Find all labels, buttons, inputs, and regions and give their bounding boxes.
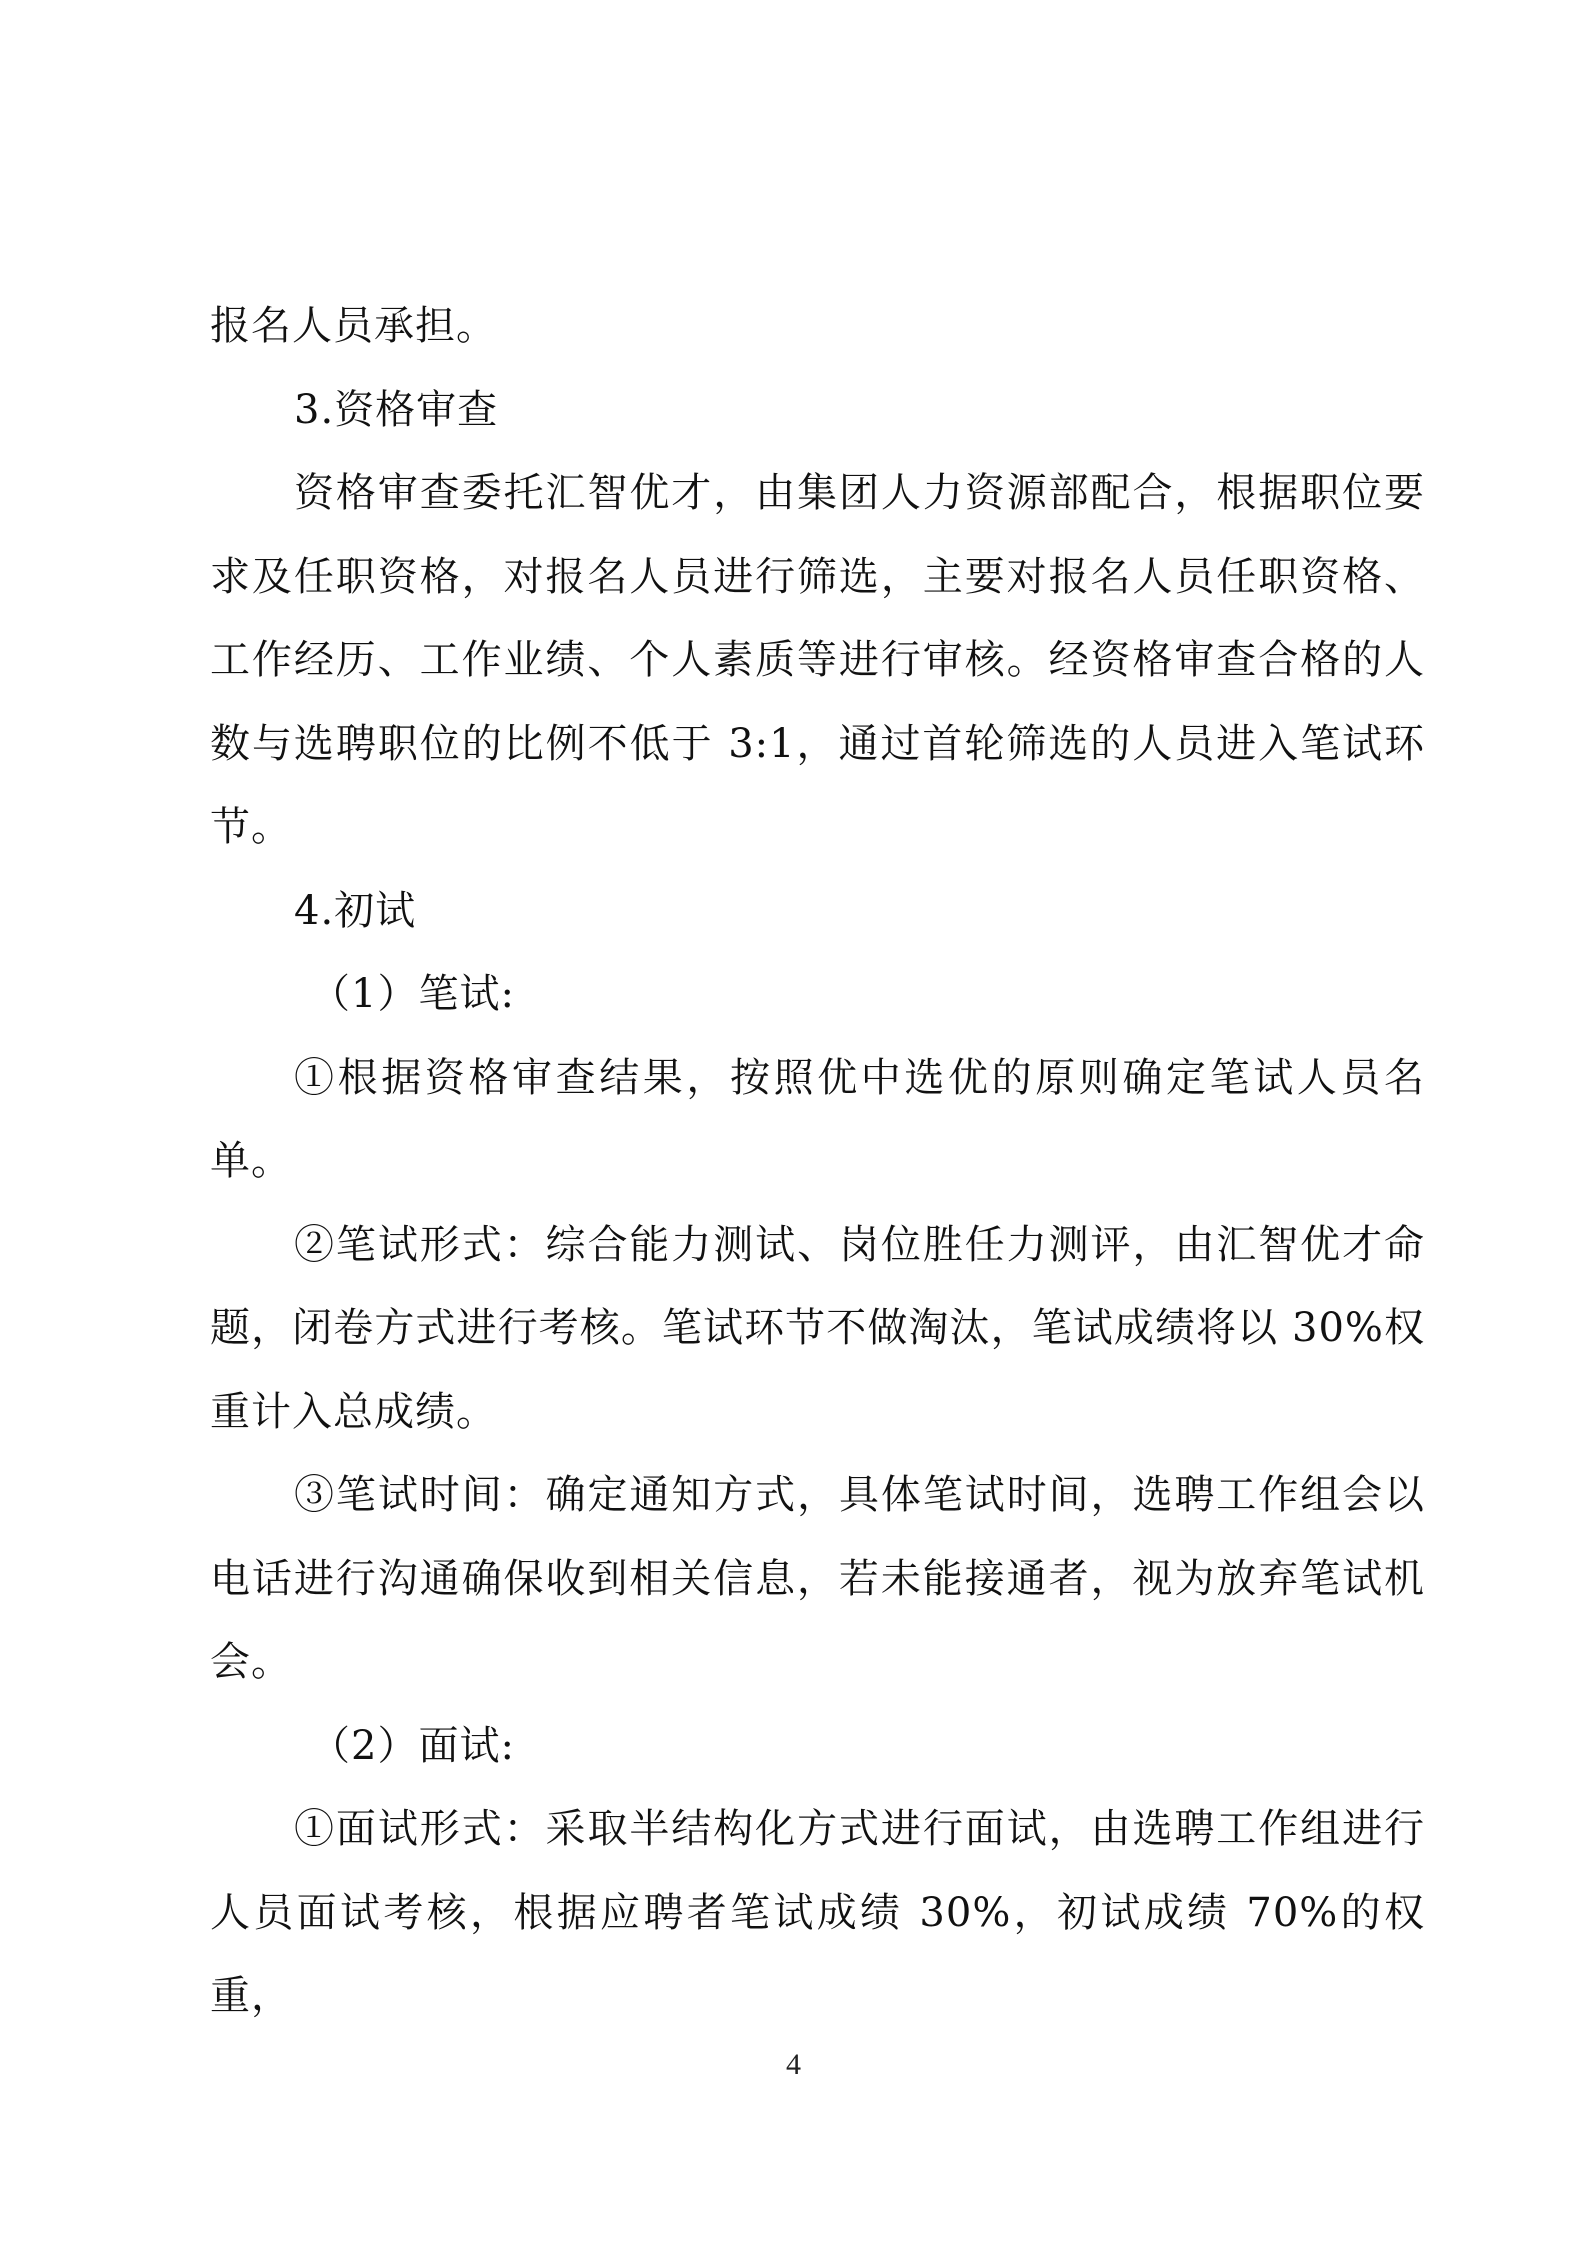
paragraph-continuation: 报名人员承担。	[210, 303, 497, 349]
paragraph-interview-format: ①面试形式：采取半结构化方式进行面试，由选聘工作组进行人员面试考核，根据应聘者笔试成绩 30%，初试成绩 70%的权重，	[210, 1806, 1425, 2019]
body-text	[210, 285, 1425, 2039]
paragraph-written-test-list: ①根据资格审查结果，按照优中选优的原则确定笔试人员名单。	[210, 1054, 1425, 1184]
paragraph-written-test-format: ②笔试形式：综合能力测试、岗位胜任力测评，由汇智优才命题，闭卷方式进行考核。笔试环节不做淘汰，笔试成绩将以 30%权重计入总成绩。	[210, 1221, 1425, 1435]
subheading-interview: （2）面试:	[310, 1722, 515, 1769]
paragraph-qualification-review: 资格审查委托汇智优才，由集团人力资源部配合，根据职位要求及任职资格，对报名人员进行筛选，主要对报名人员任职资格、工作经历、工作业绩、个人素质等进行审核。经资格审查合格的人数与选聘职位的比例不低于 3:1，通过首轮筛选的人员进入笔试环节。	[210, 470, 1425, 850]
subheading-written-test: （1）笔试:	[310, 971, 515, 1017]
section-heading-qualification-review: 3.资格审查	[294, 386, 499, 433]
paragraph-written-test-time: ③笔试时间：确定通知方式，具体笔试时间，选聘工作组会以电话进行沟通确保收到相关信息，若未能接通者，视为放弃笔试机会。	[210, 1472, 1425, 1685]
page-number: 4	[786, 2048, 801, 2081]
section-heading-preliminary-test: 4.初试	[294, 887, 417, 934]
